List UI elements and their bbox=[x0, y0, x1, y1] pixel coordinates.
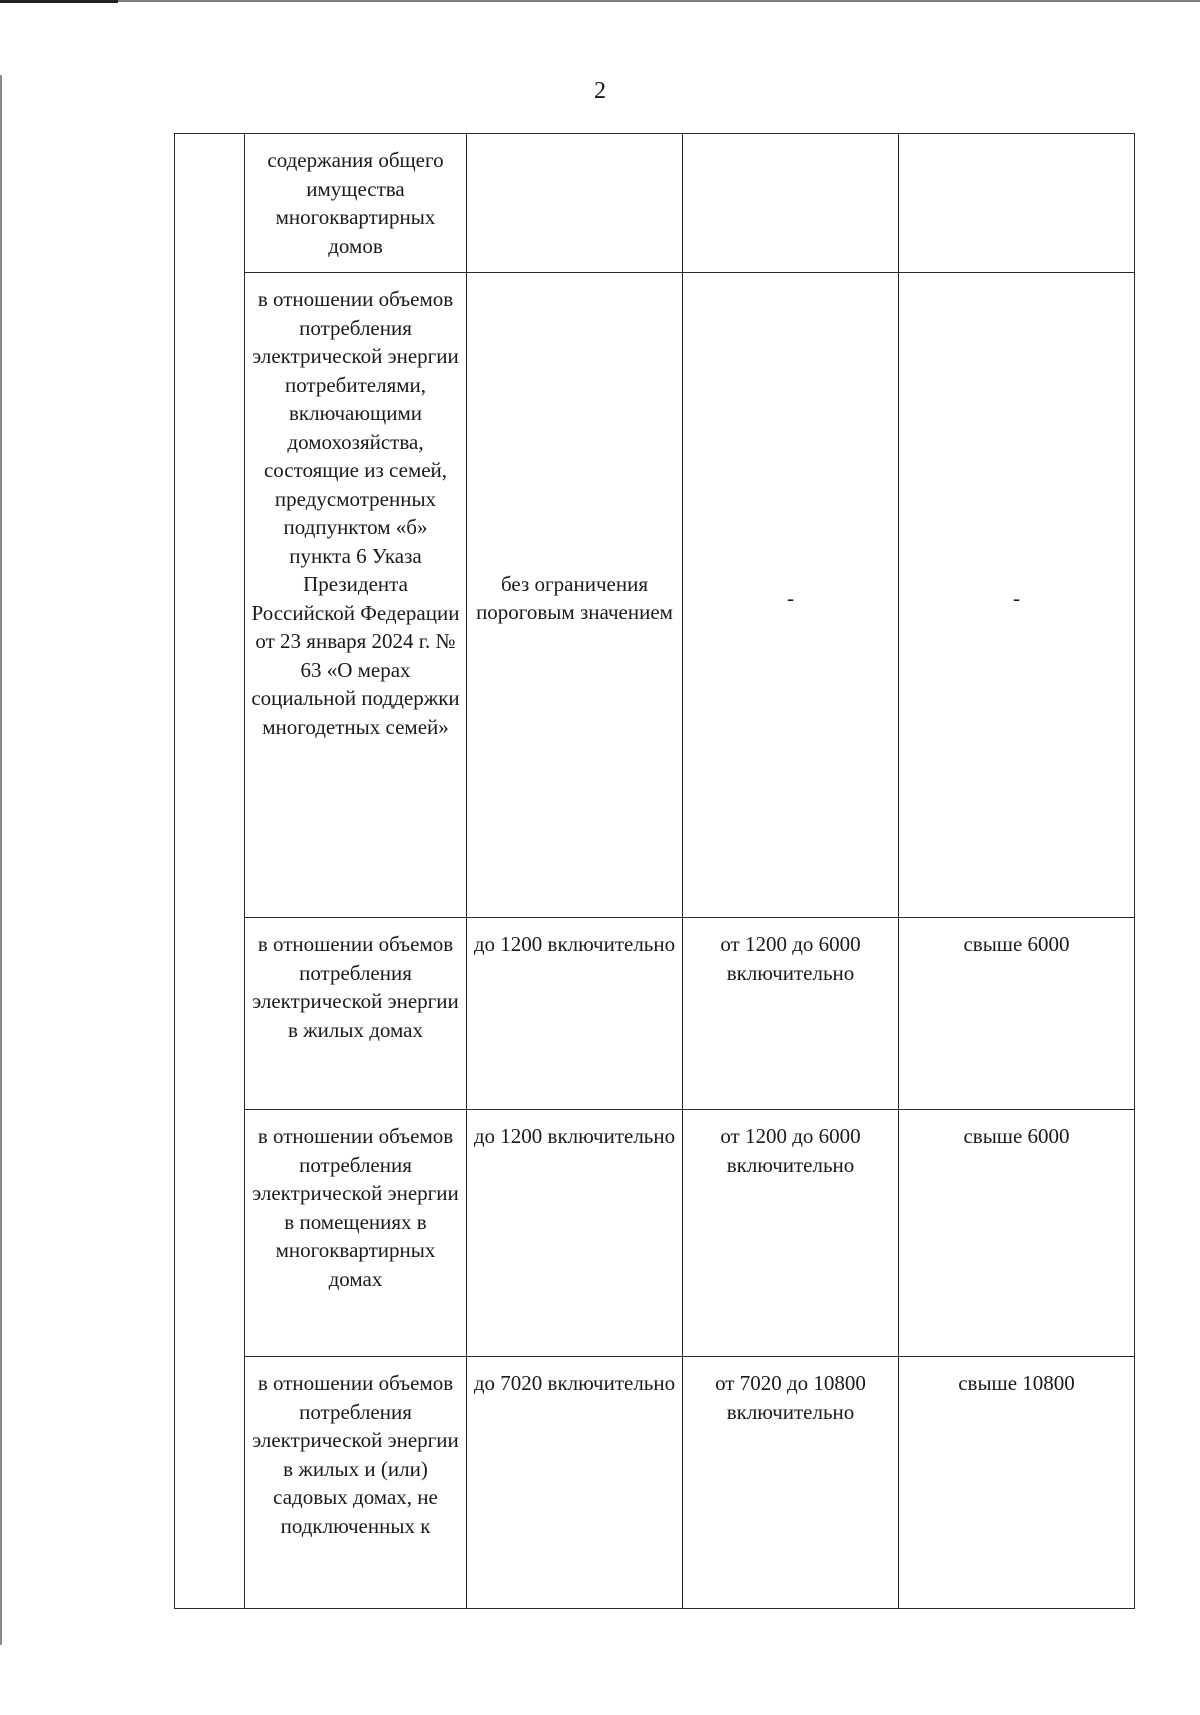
threshold-cell-1: до 7020 включительно bbox=[467, 1357, 683, 1609]
threshold-cell-3: свыше 6000 bbox=[899, 1110, 1135, 1357]
category-cell: в отношении объемов потребления электрической энергии потребителями, включающими домохозяйства, состоящие из семей, предусмотренных подпунктом «б» пункта 6 Указа Президента Российской Федерации от 23 января 2024 г. № 63 «О мерах социальной поддержки многодетных семей» bbox=[245, 273, 467, 918]
category-cell: содержания общего имущества многоквартирных домов bbox=[245, 134, 467, 273]
threshold-cell-1: до 1200 включительно bbox=[467, 1110, 683, 1357]
threshold-cell-2: от 1200 до 6000 включительно bbox=[683, 918, 899, 1110]
threshold-cell-2: от 7020 до 10800 включительно bbox=[683, 1357, 899, 1609]
category-cell: в отношении объемов потребления электрической энергии в жилых домах bbox=[245, 918, 467, 1110]
threshold-cell-3: свыше 10800 bbox=[899, 1357, 1135, 1609]
table-row bbox=[175, 1357, 1135, 1609]
category-cell: в отношении объемов потребления электрической энергии в помещениях в многоквартирных домах bbox=[245, 1110, 467, 1357]
category-cell: в отношении объемов потребления электрической энергии в жилых и (или) садовых домах, не подключенных к bbox=[245, 1357, 467, 1609]
table-row bbox=[175, 134, 1135, 273]
tariff-table bbox=[174, 133, 1135, 1609]
row-number-cell bbox=[175, 134, 245, 1609]
threshold-cell-3 bbox=[899, 134, 1135, 273]
threshold-cell-1: без ограничения пороговым значением bbox=[467, 273, 683, 918]
threshold-cell-2 bbox=[683, 134, 899, 273]
table-row bbox=[175, 918, 1135, 1110]
table-row bbox=[175, 273, 1135, 918]
threshold-cell-1: до 1200 включительно bbox=[467, 918, 683, 1110]
scan-edge-left bbox=[0, 75, 2, 1645]
threshold-cell-1 bbox=[467, 134, 683, 273]
scan-edge-mark bbox=[0, 0, 118, 3]
threshold-cell-2: от 1200 до 6000 включительно bbox=[683, 1110, 899, 1357]
table-row bbox=[175, 1110, 1135, 1357]
threshold-cell-3: свыше 6000 bbox=[899, 918, 1135, 1110]
scan-edge-top bbox=[0, 0, 1200, 2]
threshold-cell-2: - bbox=[683, 273, 899, 918]
page-number: 2 bbox=[594, 78, 606, 104]
threshold-cell-3: - bbox=[899, 273, 1135, 918]
